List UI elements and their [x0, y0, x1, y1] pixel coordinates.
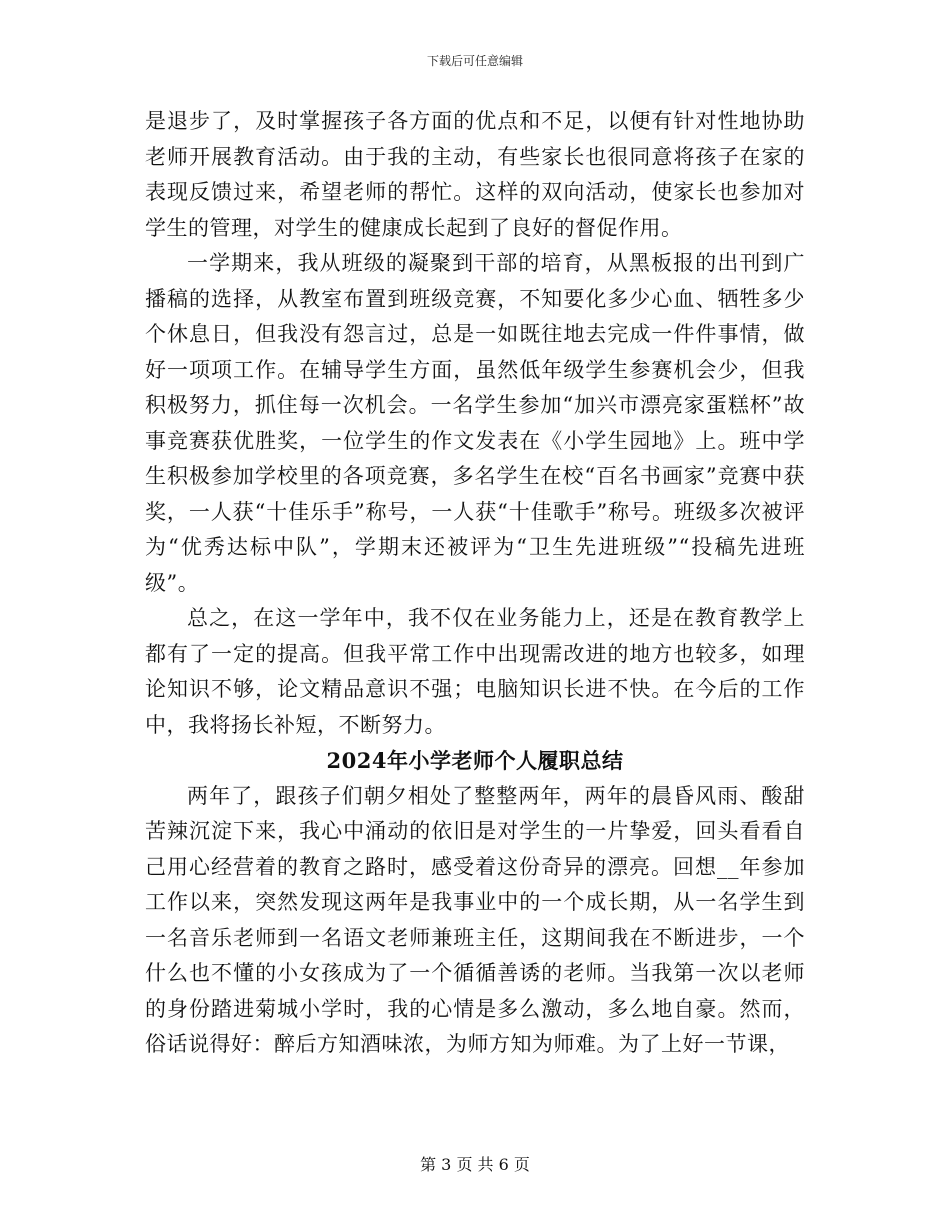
paragraph-section-intro: 两年了，跟孩子们朝夕相处了整整两年，两年的晨昏风雨、酸甜苦辣沉淀下来，我心中涌动的依旧是对学生的一片挚爱，回头看看自己用心经营着的教育之路时，感受着这份奇异的漂亮。回想__年参加工作以来，突然发现这两年是我事业中的一个成长期，从一名学生到一名音乐老师到一名语文老师兼班主任，这期间我在不断进步，一个什么也不懂的小女孩成为了一个循循善诱的老师。当我第一次以老师的身份踏进菊城小学时，我的心情是多么激动，多么地自豪。然而，俗话说得好：醉后方知酒味浓，为师方知为师难。为了上好一节课，: [145, 783, 805, 1056]
page-number: 第 3 页 共 6 页: [420, 1155, 530, 1174]
paragraph-continuation: 是退步了，及时掌握孩子各方面的优点和不足，以便有针对性地协助老师开展教育活动。由于我的主动，有些家长也很同意将孩子在家的表现反馈过来，希望老师的帮忙。这样的双向活动，使家长也参加对学生的管理，对学生的健康成长起到了良好的督促作用。: [145, 109, 805, 240]
page-header-note: 下载后可任意编辑: [426, 54, 523, 68]
document-body: [145, 104, 805, 1063]
paragraph-semester-summary: 一学期来，我从班级的凝聚到干部的培育，从黑板报的出刊到广播稿的选择，从教室布置到班级竞赛，不知要化多少心血、牺牲多少个休息日，但我没有怨言过，总是一如既往地去完成一件件事情，做好一项项工作。在辅导学生方面，虽然低年级学生参赛机会少，但我积极努力，抓住每一次机会。一名学生参加“加兴市漂亮家蛋糕杯”故事竞赛获优胜奖，一位学生的作文发表在《小学生园地》上。班中学生积极参加学校里的各项竞赛，多名学生在校“百名书画家”竞赛中获奖，一人获“十佳乐手”称号，一人获“十佳歌手”称号。班级多次被评为“优秀达标中队”，学期末还被评为“卫生先进班级”“投稿先进班级”。: [145, 251, 805, 595]
section-title: 2024年小学老师个人履职总结: [326, 748, 624, 773]
paragraph-conclusion: 总之，在这一学年中，我不仅在业务能力上，还是在教育教学上都有了一定的提高。但我平常工作中出现需改进的地方也较多，如理论知识不够，论文精品意识不强；电脑知识长进不快。在今后的工作中，我将扬长补短，不断努力。: [145, 606, 805, 737]
